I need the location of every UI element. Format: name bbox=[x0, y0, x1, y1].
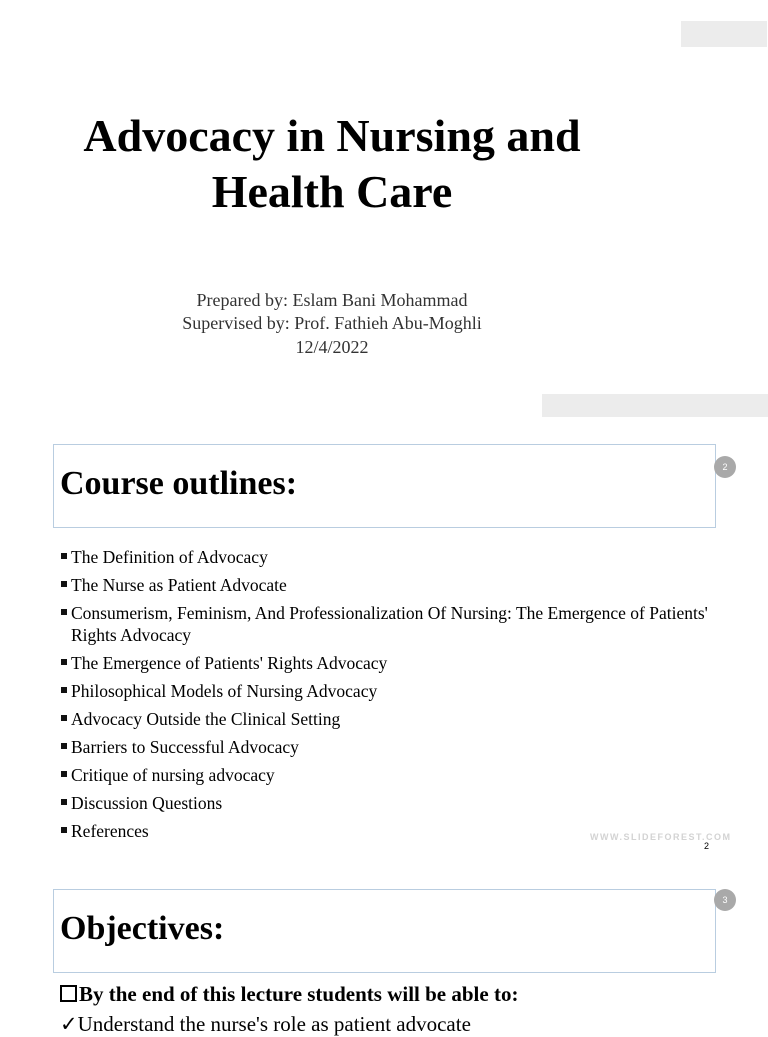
list-item: References bbox=[60, 820, 720, 842]
list-item: The Nurse as Patient Advocate bbox=[60, 574, 720, 596]
slide-number-badge: 3 bbox=[714, 889, 736, 911]
course-outline-list bbox=[60, 546, 720, 848]
checkbox-bullet-icon bbox=[60, 985, 77, 1002]
presentation-date: 12/4/2022 bbox=[295, 337, 369, 357]
list-item: The Emergence of Patients' Rights Advocacy bbox=[60, 652, 720, 674]
slide-divider-bar bbox=[542, 394, 768, 417]
list-item: Advocacy Outside the Clinical Setting bbox=[60, 708, 720, 730]
course-outlines-heading: Course outlines: bbox=[60, 465, 298, 502]
objective-item: ✓Understand the nurse's role as patient advocate bbox=[60, 1012, 471, 1036]
page-number: 2 bbox=[704, 841, 710, 851]
list-item: Critique of nursing advocacy bbox=[60, 764, 720, 786]
list-item: The Definition of Advocacy bbox=[60, 546, 720, 568]
list-item: Barriers to Successful Advocacy bbox=[60, 736, 720, 758]
watermark: WWW.SLIDEFOREST.COM bbox=[590, 832, 732, 842]
top-right-gray-bar bbox=[681, 21, 767, 47]
presentation-title bbox=[0, 108, 664, 220]
prepared-by: Prepared by: Eslam Bani Mohammad bbox=[196, 290, 468, 310]
title-line-1: Advocacy in Nursing and bbox=[83, 110, 581, 161]
slide-number-badge: 2 bbox=[714, 456, 736, 478]
supervised-by: Supervised by: Prof. Fathieh Abu-Moghli bbox=[182, 313, 482, 333]
objectives-heading: Objectives: bbox=[60, 910, 225, 947]
objectives-intro bbox=[60, 982, 518, 1007]
list-item: Consumerism, Feminism, And Professionalization Of Nursing: The Emergence of Patients' Rights Advocacy bbox=[60, 602, 720, 646]
list-item: Discussion Questions bbox=[60, 792, 720, 814]
title-line-2: Health Care bbox=[211, 166, 453, 217]
list-item: Philosophical Models of Nursing Advocacy bbox=[60, 680, 720, 702]
objectives-intro-text: By the end of this lecture students will be able to: bbox=[79, 982, 519, 1006]
